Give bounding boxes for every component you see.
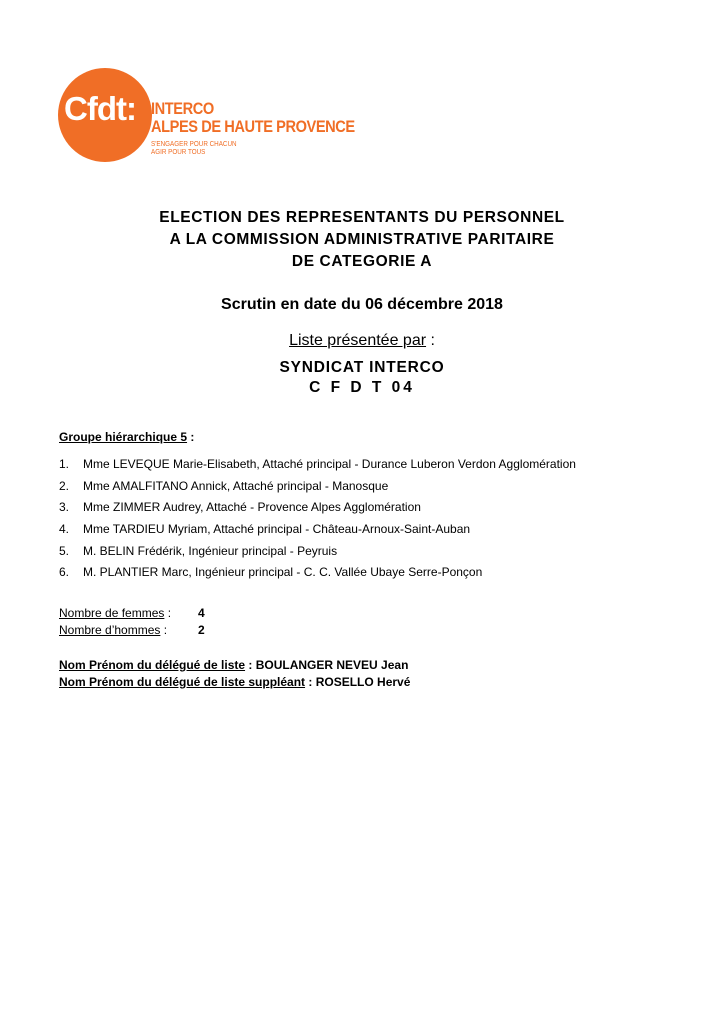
- alt-delegate-value: : ROSELLO Hervé: [305, 675, 411, 689]
- scrutin-date: Scrutin en date du 06 décembre 2018: [221, 296, 503, 313]
- item-number: 6.: [59, 565, 70, 580]
- delegates: [59, 657, 410, 691]
- list-item: [59, 479, 576, 501]
- syndicat-name: SYNDICAT INTERCO: [279, 359, 445, 376]
- men-count-label: Nombre d’hommes: [59, 623, 161, 637]
- women-count-value: 4: [198, 606, 205, 620]
- item-number: 3.: [59, 500, 70, 515]
- group-heading: [59, 430, 194, 444]
- alt-delegate-label: Nom Prénom du délégué de liste suppléant: [59, 675, 306, 689]
- group-suffix: :: [187, 430, 195, 444]
- item-number: 5.: [59, 543, 70, 558]
- title-line-3: DE CATEGORIE A: [291, 253, 433, 270]
- gender-counts: [59, 605, 205, 639]
- group-label: Groupe hiérarchique 5: [59, 430, 188, 444]
- cfdt04-name: C F D T 04: [309, 379, 415, 396]
- logo-org-line2: ALPES DE HAUTE PROVENCE: [151, 117, 355, 136]
- women-count-row: Nombre de femmes : 4: [59, 606, 205, 620]
- main-delegate-label: Nom Prénom du délégué de liste: [59, 658, 246, 672]
- candidate-text: M. BELIN Frédérik, Ingénieur principal - Peyruis: [83, 543, 338, 558]
- main-delegate-row: [59, 657, 410, 674]
- women-count-label: Nombre de femmes: [59, 606, 165, 620]
- main-delegate-value: : BOULANGER NEVEU Jean: [245, 658, 409, 672]
- liste-suffix: :: [426, 332, 435, 349]
- liste-presentee: [0, 331, 724, 351]
- list-item: [59, 522, 576, 544]
- men-count-row: Nombre d’hommes : 2: [59, 623, 205, 637]
- candidate-text: M. PLANTIER Marc, Ingénieur principal - C. C. Vallée Ubaye Serre-Ponçon: [83, 565, 483, 580]
- candidate-text: Mme TARDIEU Myriam, Attaché principal - Château-Arnoux-Saint-Auban: [83, 522, 471, 537]
- title-line-1: ELECTION DES REPRESENTANTS DU PERSONNEL: [159, 209, 565, 226]
- candidate-text: Mme LEVEQUE Marie-Elisabeth, Attaché principal - Durance Luberon Verdon Agglomération: [83, 457, 576, 471]
- list-item: [59, 500, 576, 522]
- logo-tagline-line2: AGIR POUR TOUS: [151, 149, 206, 156]
- candidate-list: [59, 457, 576, 587]
- alt-delegate-row: [59, 674, 410, 691]
- title-line-2: A LA COMMISSION ADMINISTRATIVE PARITAIRE: [169, 231, 555, 248]
- item-number: 4.: [59, 522, 70, 537]
- logo-tagline: [151, 141, 237, 157]
- cfdt-logo: [58, 68, 355, 168]
- logo-wordmark: Cfdt:: [64, 90, 136, 127]
- logo-org-name: [151, 100, 355, 136]
- logo-org-line1: INTERCO: [151, 99, 214, 118]
- item-number: 2.: [59, 478, 70, 493]
- list-item: [59, 544, 576, 566]
- document-title: [0, 207, 724, 273]
- men-count-value: 2: [198, 623, 205, 637]
- candidate-text: Mme ZIMMER Audrey, Attaché - Provence Alpes Agglomération: [83, 500, 421, 515]
- item-number: 1.: [59, 457, 70, 471]
- logo-tagline-line1: S'ENGAGER POUR CHACUN: [151, 141, 237, 148]
- liste-label: Liste présentée par: [289, 332, 427, 349]
- list-item: [59, 457, 576, 479]
- list-item: [59, 565, 576, 587]
- candidate-text: Mme AMALFITANO Annick, Attaché principal - Manosque: [83, 478, 389, 493]
